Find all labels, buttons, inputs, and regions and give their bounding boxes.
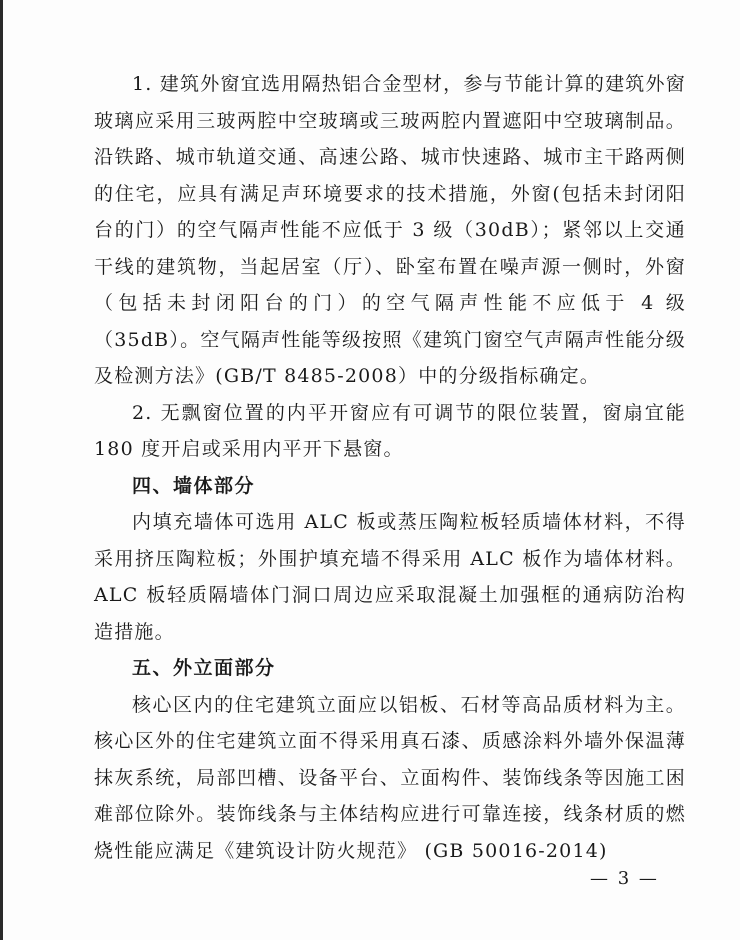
paragraph-window-materials: 1. 建筑外窗宜选用隔热铝合金型材，参与节能计算的建筑外窗玻璃应采用三玻两腔中空玻璃或三玻两腔内置遮阳中空玻璃制品。沿铁路、城市轨道交通、高速公路、城市快速路、城市主干路两侧的住宅，应具有满足声环境要求的技术措施，外窗(包括未封闭阳台的门）的空气隔声性能不应低于 3 级（30dB）；紧邻以上交通干线的建筑物，当起居室（厅）、卧室布置在噪声源一侧时，外窗（包括未封闭阳台的门）的空气隔声性能不应低于 4 级（35dB）。空气隔声性能等级按照《建筑门窗空气声隔声性能分级及检测方法》(GB/T 8485-2008）中的分级指标确定。: [94, 73, 686, 387]
page-number: — 3 —: [590, 868, 659, 889]
paragraph-facade-materials: 核心区内的住宅建筑立面应以铝板、石材等高品质材料为主。核心区外的住宅建筑立面不得采用真石漆、质感涂料外墙外保温薄抹灰系统，局部凹槽、设备平台、立面构件、装饰线条等因施工困难部位除外。装饰线条与主体结构应进行可靠连接，线条材质的燃烧性能应满足《建筑设计防火规范》 (GB 50016-2014): [94, 693, 686, 862]
paragraph-wall-materials: 内填充墙体可选用 ALC 板或蒸压陶粒板轻质墙体材料，不得采用挤压陶粒板；外围护填充墙不得采用 ALC 板作为墙体材料。ALC 板轻质隔墙体门洞口周边应采取混凝土加强框的通病防治构造措施。: [94, 511, 686, 643]
section-heading-walls: 四、墙体部分: [132, 474, 256, 497]
page-left-edge: [0, 0, 3, 940]
section-heading-facade: 五、外立面部分: [132, 657, 276, 679]
document-body: [94, 66, 686, 869]
paragraph-inward-window: 2. 无飘窗位置的内平开窗应有可调节的限位装置，窗扇宜能 180 度开启或采用内平开下悬窗。: [94, 401, 686, 460]
